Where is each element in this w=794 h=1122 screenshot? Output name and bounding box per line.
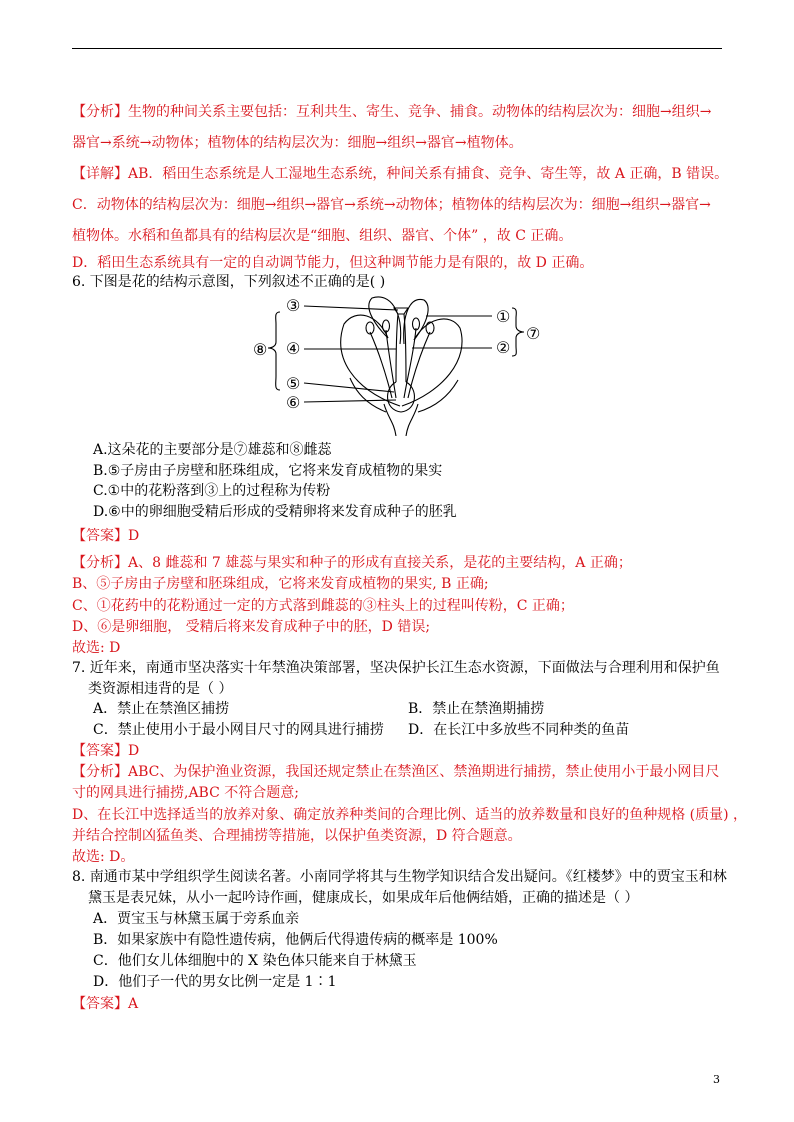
figure-label-1: ① — [496, 307, 511, 326]
q7-option-d: D．在长江中多放些不同种类的鱼苗 — [408, 722, 630, 738]
q7-analysis-line-3: D、在长江中选择适当的放养对象、确定放养种类间的合理比例、适当的放养数量和良好的鱼种规格 (质量) ， — [72, 807, 748, 823]
q8-stem-line-1: 8. 南通市某中学组织学生阅读名著。小南同学将其与生物学知识结合发出疑问。《红楼梦》中的贾宝玉和林 — [72, 869, 727, 885]
q5-analysis-line-1: 【分析】生物的种间关系主要包括：互利共生、寄生、竞争、捕食。动物体的结构层次为：细胞→组织→ — [72, 104, 712, 120]
q7-answer: 【答案】D — [72, 743, 140, 759]
q5-detail-line-4: D．稻田生态系统具有一定的自动调节能力，但这种调节能力是有限的，故 D 正确。 — [72, 255, 594, 271]
q8-option-b: B．如果家族中有隐性遗传病，他俩后代得遗传病的概率是 100% — [93, 932, 498, 948]
q6-analysis-line-3: C、①花药中的花粉通过一定的方式落到雌蕊的③柱头上的过程叫传粉，C 正确； — [72, 598, 574, 614]
q8-option-c: C．他们女儿体细胞中的 X 染色体只能来自于林黛玉 — [93, 953, 417, 969]
q7-option-a: A．禁止在禁渔区捕捞 — [93, 701, 230, 717]
q6-answer: 【答案】D — [72, 528, 140, 544]
q7-stem-line-2: 类资源相违背的是（ ） — [88, 681, 233, 697]
q7-analysis-line-2: 寸的网具进行捕捞,ABC 不符合题意; — [72, 785, 299, 801]
q6-option-b: B.⑤子房由子房壁和胚珠组成，它将来发育成植物的果实 — [93, 463, 443, 479]
q7-analysis-line-1: 【分析】ABC、为保护渔业资源，我国还规定禁止在禁渔区、禁渔期进行捕捞，禁止使用小于最小网目尺 — [72, 764, 720, 780]
figure-label-3: ③ — [286, 296, 301, 315]
q5-detail-line-3: 植物体。水稻和鱼都具有的结构层次是“细胞、组织、器官、个体” ，故 C 正确。 — [72, 228, 573, 244]
q6-stem: 6. 下图是花的结构示意图，下列叙述不正确的是( ) — [72, 274, 386, 290]
q6-analysis-line-2: B、⑤子房由子房壁和胚珠组成，它将来发育成植物的果实, B 正确; — [72, 576, 489, 592]
q8-answer: 【答案】A — [72, 996, 139, 1012]
figure-label-5: ⑤ — [286, 374, 301, 393]
figure-label-4: ④ — [286, 339, 301, 358]
q7-stem-line-1: 7. 近年来，南通市坚决落实十年禁渔决策部署，坚决保护长江生态水资源，下面做法与合理利用和保护鱼 — [72, 660, 720, 676]
q8-option-d: D．他们子一代的男女比例一定是 1∶1 — [93, 974, 337, 990]
page-number: 3 — [713, 1073, 720, 1086]
figure-label-7: ⑦ — [526, 324, 541, 343]
q8-option-a: A．贾宝玉与林黛玉属于旁系血亲 — [93, 911, 300, 927]
q8-stem-line-2: 黛玉是表兄妹，从小一起吟诗作画，健康成长，如果成年后他俩结婚，正确的描述是（ ） — [88, 890, 639, 906]
q7-option-b: B．禁止在禁渔期捕捞 — [408, 701, 545, 717]
figure-label-8: ⑧ — [253, 340, 268, 359]
figure-label-6: ⑥ — [286, 393, 301, 412]
q6-option-d: D.⑥中的卵细胞受精后形成的受精卵将来发育成种子的胚乳 — [93, 504, 457, 520]
q5-detail-line-2: C．动物体的结构层次为：细胞→组织→器官→系统→动物体；植物体的结构层次为：细胞→组织→器官→ — [72, 197, 711, 213]
q7-analysis-line-4: 并结合控制凶猛鱼类、合理捕捞等措施，以保护鱼类资源，D 符合题意。 — [72, 828, 522, 844]
q5-detail-line-1: 【详解】AB．稻田生态系统是人工湿地生态系统，种间关系有捕食、竞争、寄生等，故 A 正确，B 错误。 — [72, 166, 729, 182]
q6-option-c: C.①中的花粉落到③上的过程称为传粉 — [93, 483, 331, 499]
q6-analysis-line-4: D、⑥是卵细胞， 受精后将来发育成种子中的胚，D 错误; — [72, 619, 431, 635]
figure-label-2: ② — [496, 338, 511, 357]
q6-choice: 故选: D — [72, 640, 121, 656]
q7-choice: 故选: D。 — [72, 849, 135, 865]
q5-analysis-line-2: 器官→系统→动物体；植物体的结构层次为：细胞→组织→器官→植物体。 — [72, 135, 523, 151]
q7-option-c: C．禁止使用小于最小网目尺寸的网具进行捕捞 — [93, 722, 384, 738]
q6-analysis-line-1: 【分析】A、8 雌蕊和 7 雄蕊与果实和种子的形成有直接关系，是花的主要结构，A 正确； — [72, 555, 632, 571]
header-rule — [72, 48, 722, 49]
q6-option-a: A.这朵花的主要部分是⑦雄蕊和⑧雌蕊 — [93, 442, 332, 458]
